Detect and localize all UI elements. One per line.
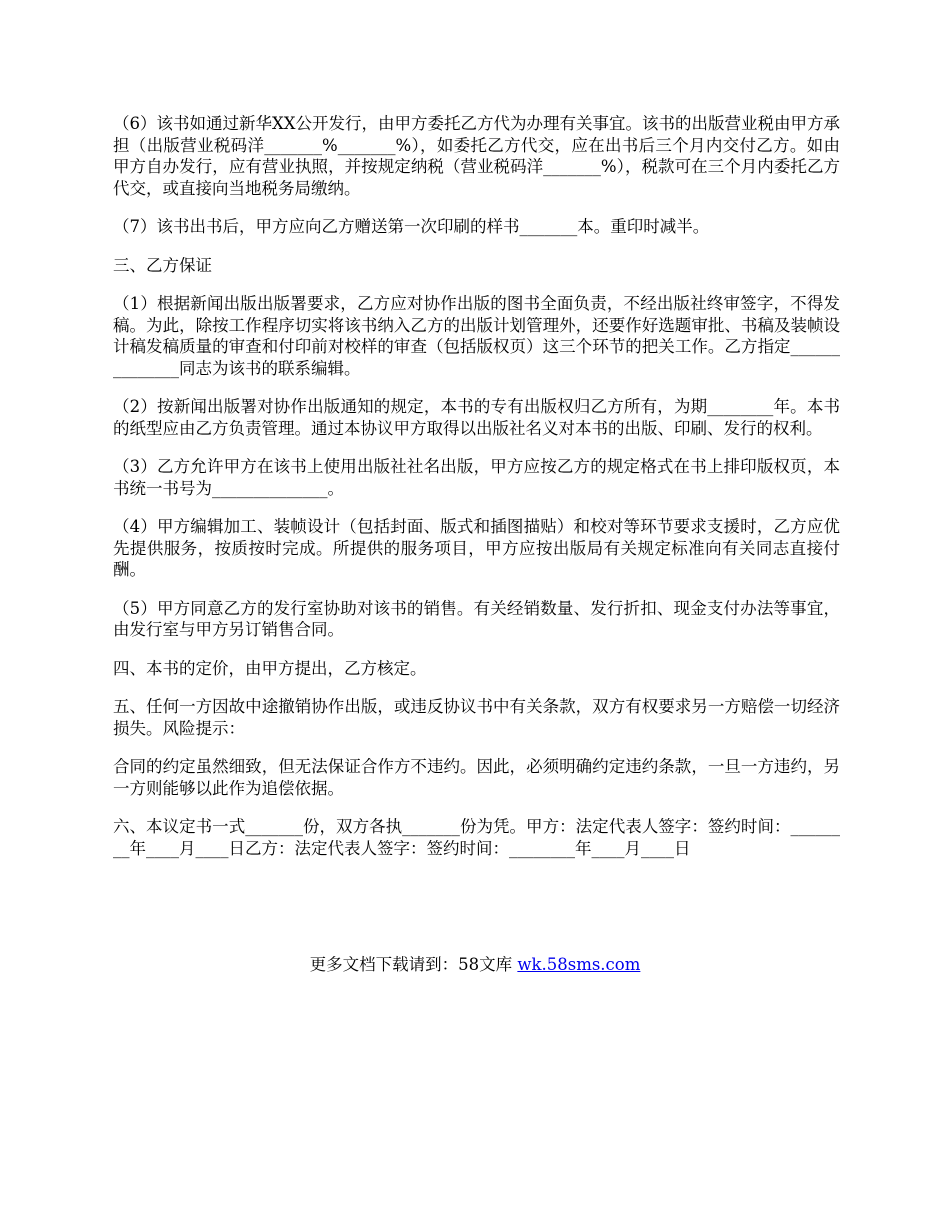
- section-3-clause-2: （2）按新闻出版署对协作出版通知的规定，本书的专有出版权归乙方所有，为期________年。本书的纸型应由乙方负责管理。通过本协议甲方取得以出版社名义对本书的出版、印刷、发行的权利。: [113, 397, 840, 438]
- section-3-heading: 三、乙方保证: [113, 255, 212, 275]
- footer-link[interactable]: wk.58sms.com: [517, 955, 641, 974]
- footer: [0, 954, 950, 975]
- document-body: [113, 113, 840, 876]
- risk-note: 合同的约定虽然细致，但无法保证合作方不违约。因此，必须明确约定违约条款，一旦一方违约，另一方则能够以此作为追偿依据。: [113, 757, 840, 798]
- section-6-signatures: 六、本议定书一式_______份，双方各执_______份为凭。甲方：法定代表人签字：签约时间：________年____月____日乙方：法定代表人签字：签约时间：________年____月____日: [113, 817, 840, 858]
- section-3-clause-4: （4）甲方编辑加工、装帧设计（包括封面、版式和插图描贴）和校对等环节要求支援时，乙方应优先提供服务，按质按时完成。所提供的服务项目，甲方应按出版局有关规定标准向有关同志直接付酬。: [113, 517, 840, 579]
- clause-7-sample-copies: （7）该书出书后，甲方应向乙方赠送第一次印刷的样书_______本。重印时减半。: [113, 217, 710, 236]
- clause-6-distribution: （6）该书如通过新华XX公开发行，由甲方委托乙方代为办理有关事宜。该书的出版营业税由甲方承担（出版营业税码洋_______%_______%），如委托乙方代交，应在出书后三个月内交付乙方。如由甲方自办发行，应有营业执照，并按规定纳税（营业税码洋_______%），税款可在三个月内委托乙方代交，或直接向当地税务局缴纳。: [113, 114, 840, 198]
- section-4-pricing: 四、本书的定价，由甲方提出，乙方核定。: [113, 658, 427, 678]
- section-5-termination: 五、任何一方因故中途撤销协作出版，或违反协议书中有关条款，双方有权要求另一方赔偿一切经济损失。风险提示：: [113, 697, 840, 738]
- section-3-clause-5: （5）甲方同意乙方的发行室协助对该书的销售。有关经销数量、发行折扣、现金支付办法等事宜，由发行室与甲方另订销售合同。: [113, 598, 840, 639]
- section-3-clause-1: （1）根据新闻出版出版署要求，乙方应对协作出版的图书全面负责，不经出版社终审签字，不得发稿。为此，除按工作程序切实将该书纳入乙方的出版计划管理外，还要作好选题审批、书稿及装帧设计稿发稿质量的审查和付印前对校样的审查（包括版权页）这三个环节的把关工作。乙方指定______________同志为该书的联系编辑。: [113, 294, 840, 378]
- section-3-clause-3: （3）乙方允许甲方在该书上使用出版社社名出版，甲方应按乙方的规定格式在书上排印版权页，本书统一书号为______________。: [113, 457, 840, 498]
- footer-text: 更多文档下载请到：58文库: [309, 955, 518, 974]
